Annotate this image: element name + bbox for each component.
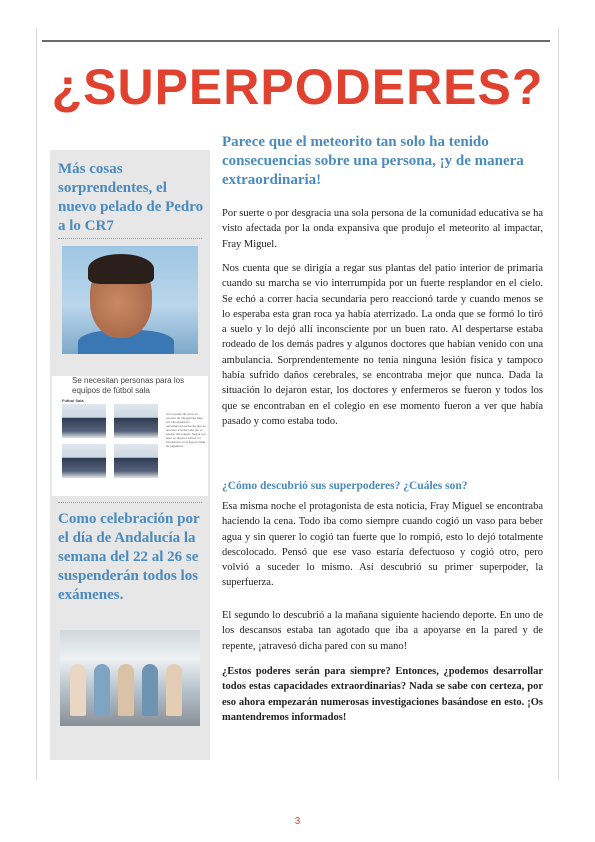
clipping-title: Se necesitan personas para los equipos de fútbol sala (72, 376, 185, 395)
student-figure (70, 664, 86, 716)
article-subheading: ¿Cómo descubrió sus superpoderes? ¿Cuáles son? (222, 480, 468, 492)
article-paragraph: El segundo lo descubrió a la mañana siguiente haciendo deporte. En uno de los descansos estaba tan agotado que iba a apoyarse en la pared y de repente, ¡atravesó dicha pared con su mano! (222, 610, 543, 652)
dotted-divider (58, 502, 202, 503)
students-photo (60, 630, 200, 726)
student-figure (166, 664, 182, 716)
top-rule (42, 40, 550, 42)
sidebar (50, 150, 210, 760)
haircut-photo (62, 246, 198, 354)
team-photo (62, 444, 106, 478)
page-headline: ¿SUPERPODERES? (51, 59, 544, 115)
team-photo (62, 404, 106, 438)
page-edge-left (36, 28, 37, 780)
page-number: 3 (294, 816, 301, 827)
student-figure (94, 664, 110, 716)
student-figure (142, 664, 158, 716)
photo-hair (88, 254, 154, 284)
page-edge-right (558, 28, 559, 780)
article-paragraph: Nos cuenta que se dirigía a regar sus plantas del patio interior de primaria cuando su marcha se vio interrumpida por un fuerte resplandor en el cielo. Se echó a correr hacia secundaria pero reaccionó tarde y cuando menos se lo esperaba esta gran roca ya había aterrizado. La onda que se formó lo tiró a suelo y lo dejó allí inconsciente por un buen rato. Al despertarse estaba rodeado de los demás padres y algunos doctores que habían venido con una ambulancia. Sorprendentemente no tenía ninguna lesión física y tampoco había sufrido daños cerebrales, se encontraba mejor que nunca. Dada la situación lo dejaron estar, los doctores y enfermeros se fueron y todos los que se encontraban en el colegio en ese momento fueron a ver que había pasado y como estaba todo. (222, 263, 543, 427)
sidebar-story2-heading: Como celebración por el día de Andalucía la semana del 22 al 26 se suspenderán todos los exámenes. (58, 511, 200, 603)
article-paragraph: Por suerte o por desgracia una sola persona de la comunidad educativa se ha visto afectada por la onda expansiva que produjo el meteorito al impactar, Fray Miguel. (222, 208, 543, 250)
sidebar-story1-heading: Más cosas sorprendentes, el nuevo pelado de Pedro a lo CR7 (58, 161, 204, 234)
article-closing: ¿Estos poderes serán para siempre? Entonces, ¿podemos desarrollar todos estas capacidades extraordinarias? Nada se sabe con certeza, por eso ahora empezarán numerosas investigaciones basándose en esto. ¡Os mantendremos informados! (222, 666, 543, 723)
clipping-text: Con el paso de curso el número de integrantes bajo, por ello queda sin necesitamos personas que se apunten a la del todo por el equipo del colegio. Seguir por aquí en algunos turnos mi intentamos en la liga por falta de jugadores (166, 412, 206, 448)
clipping-subheading: Fútbol Sala (62, 398, 84, 403)
team-photo (114, 444, 158, 478)
article-heading: Parece que el meteorito tan solo ha tenido consecuencias sobre una persona, ¡y de manera extraordinaria! (222, 134, 524, 188)
futsal-clipping (52, 376, 208, 496)
student-figure (118, 664, 134, 716)
dotted-divider (58, 238, 202, 239)
article-paragraph: Esa misma noche el protagonista de esta noticia, Fray Miguel se encontraba haciendo la cena. Todo iba como siempre cuando cogió un vaso para beber agua y sin querer lo cogió tan fuerte que lo rompió, esto lo dejó totalmente descolocado. Pensó que ese vaso estaría defectuoso y cogió otro, pero volvió a suceder lo mismo. Así descubrió su primer superpoder, la superfuerza. (222, 501, 543, 589)
team-photo (114, 404, 158, 438)
